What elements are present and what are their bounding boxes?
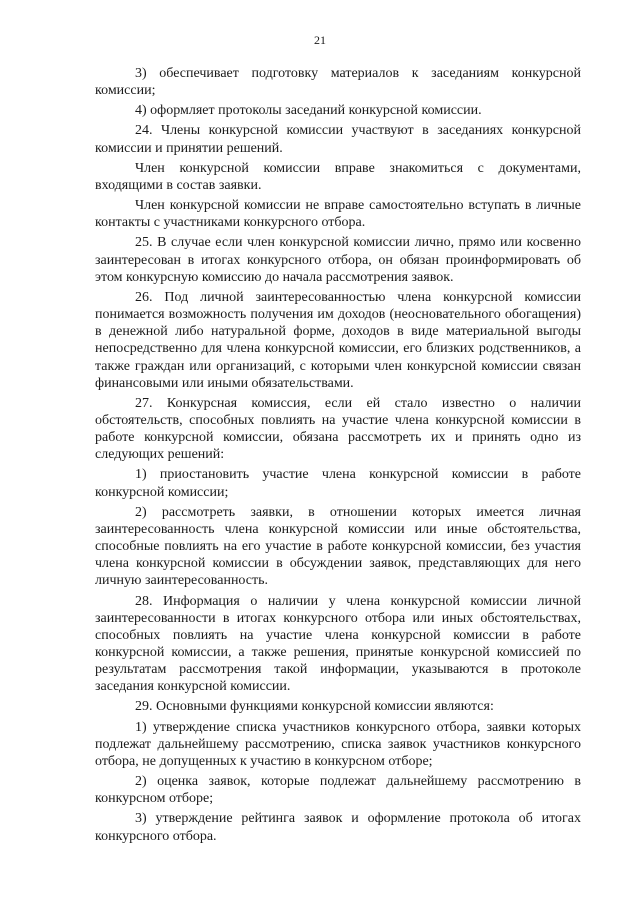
paragraph-27-item-1: 1) приостановить участие члена конкурсной комиссии в работе конкурсной комиссии; xyxy=(95,467,581,500)
paragraph-item-3-materials: 3) обеспечивает подготовку материалов к заседаниям конкурсной комиссии; xyxy=(95,66,581,99)
paragraph-26: 26. Под личной заинтересованностью члена конкурсной комиссии понимается возможность получения им доходов (неосновательного обогащения) в денежной либо натуральной форме, доходов в виде материальной выгоды непосредственно для члена конкурсной комиссии, его близких родственников, а также граждан или организаций, с которыми член конкурсной комиссии связан финансовыми или иными обязательствами. xyxy=(95,289,581,391)
paragraph-member-documents: Член конкурсной комиссии вправе знакомиться с документами, входящими в состав заявки. xyxy=(95,160,581,193)
paragraph-28: 28. Информация о наличии у члена конкурсной комиссии личной заинтересованности в итогах конкурсного отбора или иных обстоятельствах, способных повлиять на участие члена конкурсной комиссии в работе конкурсной комиссии, а также решения, принятые конкурсной комиссией по результатам рассмотрения такой информации, указываются в протоколе заседания конкурсной комиссии. xyxy=(95,593,581,695)
paragraph-item-4-protocols: 4) оформляет протоколы заседаний конкурсной комиссии. xyxy=(135,103,482,119)
paragraph-29: 29. Основными функциями конкурсной комиссии являются: xyxy=(135,699,494,715)
document-body xyxy=(95,65,581,848)
paragraph-member-contacts: Член конкурсной комиссии не вправе самостоятельно вступать в личные контакты с участниками конкурсного отбора. xyxy=(95,198,581,231)
paragraph-24: 24. Члены конкурсной комиссии участвуют в заседаниях конкурсной комиссии и принятии решений. xyxy=(95,123,581,156)
paragraph-29-item-2: 2) оценка заявок, которые подлежат дальнейшему рассмотрению в конкурсном отборе; xyxy=(95,774,581,807)
paragraph-29-item-1: 1) утверждение списка участников конкурсного отбора, заявки которых подлежат дальнейшему рассмотрению, списка заявок участников конкурсного отбора, не допущенных к участию в конкурсном отборе; xyxy=(95,719,581,769)
paragraph-27: 27. Конкурсная комиссия, если ей стало известно о наличии обстоятельств, способных повлиять на участие члена конкурсной комиссии в работе конкурсной комиссии, обязана рассмотреть их и принять одно из следующих решений: xyxy=(95,395,581,463)
paragraph-25: 25. В случае если член конкурсной комиссии лично, прямо или косвенно заинтересован в итогах конкурсного отбора, он обязан проинформировать об этом конкурсную комиссию до начала рассмотрения заявок. xyxy=(95,235,581,285)
page-number: 21 xyxy=(314,33,326,47)
paragraph-29-item-3: 3) утверждение рейтинга заявок и оформление протокола об итогах конкурсного отбора. xyxy=(95,811,581,844)
paragraph-27-item-2: 2) рассмотреть заявки, в отношении которых имеется личная заинтересованность члена конкурсной комиссии или иные обстоятельства, способные повлиять на его участие в работе конкурсной комиссии, без участия члена конкурсной комиссии в обсуждении заявок, представляющих для него личную заинтересованность. xyxy=(95,504,581,589)
